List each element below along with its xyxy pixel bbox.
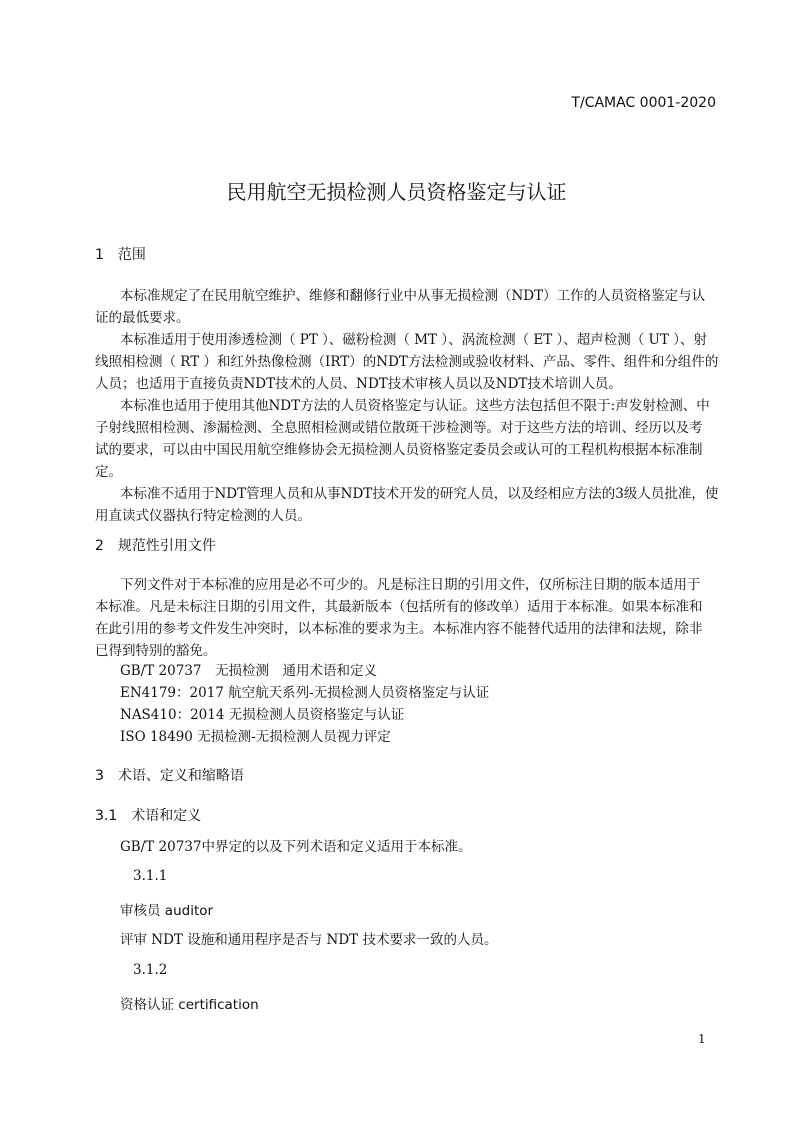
s1-para2-line2: 线照相检测（ RT ）和红外热像检测（IRT）的NDT方法检测或验收材料、产品、零件、组件和分组件的 <box>95 354 719 370</box>
section-2-heading: 2 规范性引用文件 <box>95 538 216 554</box>
s1-para3-line4: 定。 <box>95 464 122 480</box>
document-title: 民用航空无损检测人员资格鉴定与认证 <box>226 180 567 204</box>
section-3-1-heading: 3.1 术语和定义 <box>95 808 202 824</box>
s1-para2-line3: 人员；也适用于直接负责NDT技术的人员、NDT技术审核人员以及NDT技术培训人员。 <box>95 376 622 392</box>
term-name: 资格认证 certification <box>120 997 259 1013</box>
term-number: 3.1.2 <box>133 962 168 978</box>
s1-para3-line1: 本标准也适用于使用其他NDT方法的人员资格鉴定与认证。这些方法包括但不限于:声发射检测、中 <box>120 398 710 414</box>
s1-para1-line2: 证的最低要求。 <box>95 310 190 326</box>
s1-para3-line3: 试的要求，可以由中国民用航空维修协会无损检测人员资格鉴定委员会或认可的工程机构根据本标准制 <box>95 442 703 458</box>
s2-para1-line1: 下列文件对于本标准的应用是必不可少的。凡是标注日期的引用文件，仅所标注日期的版本适用于 <box>120 577 701 593</box>
page-number: 1 <box>698 1032 706 1046</box>
term-number: 3.1.1 <box>133 868 168 884</box>
term-definition: 评审 NDT 设施和通用程序是否与 NDT 技术要求一致的人员。 <box>120 932 498 948</box>
s1-para2-line1: 本标准适用于使用渗透检测（ PT ）、磁粉检测（ MT ）、涡流检测（ ET ）、超声检测（ UT ）、射 <box>120 332 707 348</box>
s2-para1-line4: 已得到特别的豁免。 <box>95 643 217 659</box>
s1-para4-line2: 用直读式仪器执行特定检测的人员。 <box>95 508 311 524</box>
s1-para3-line2: 子射线照相检测、渗漏检测、全息照相检测或错位散斑干涉检测等。对于这些方法的培训、经历以及考 <box>95 420 703 436</box>
s2-para1-line2: 本标准。凡是未标注日期的引用文件，其最新版本（包括所有的修改单）适用于本标准。如果本标准和 <box>95 599 703 615</box>
section-1-heading: 1 范围 <box>95 247 146 263</box>
section-3-1-intro: GB/T 20737中界定的以及下列术语和定义适用于本标准。 <box>120 839 472 855</box>
s1-para4-line1: 本标准不适用于NDT管理人员和从事NDT技术开发的研究人员，以及经相应方法的3级人员批准，使 <box>120 486 719 502</box>
term-name: 审核员 auditor <box>120 903 214 919</box>
s1-para1-line1: 本标准规定了在民用航空维护、维修和翻修行业中从事无损检测（NDT）工作的人员资格鉴定与认 <box>120 288 706 304</box>
reference-item: NAS410：2014 无损检测人员资格鉴定与认证 <box>120 707 405 723</box>
reference-item: GB/T 20737 无损检测 通用术语和定义 <box>120 663 377 679</box>
reference-item: ISO 18490 无损检测-无损检测人员视力评定 <box>120 729 391 745</box>
reference-item: EN4179：2017 航空航天系列-无损检测人员资格鉴定与认证 <box>120 685 490 701</box>
standard-code: T/CAMAC 0001-2020 <box>571 95 716 111</box>
section-3-heading: 3 术语、定义和缩略语 <box>95 768 244 784</box>
s2-para1-line3: 在此引用的参考文件发生冲突时，以本标准的要求为主。本标准内容不能替代适用的法律和法规，除非 <box>95 621 703 637</box>
